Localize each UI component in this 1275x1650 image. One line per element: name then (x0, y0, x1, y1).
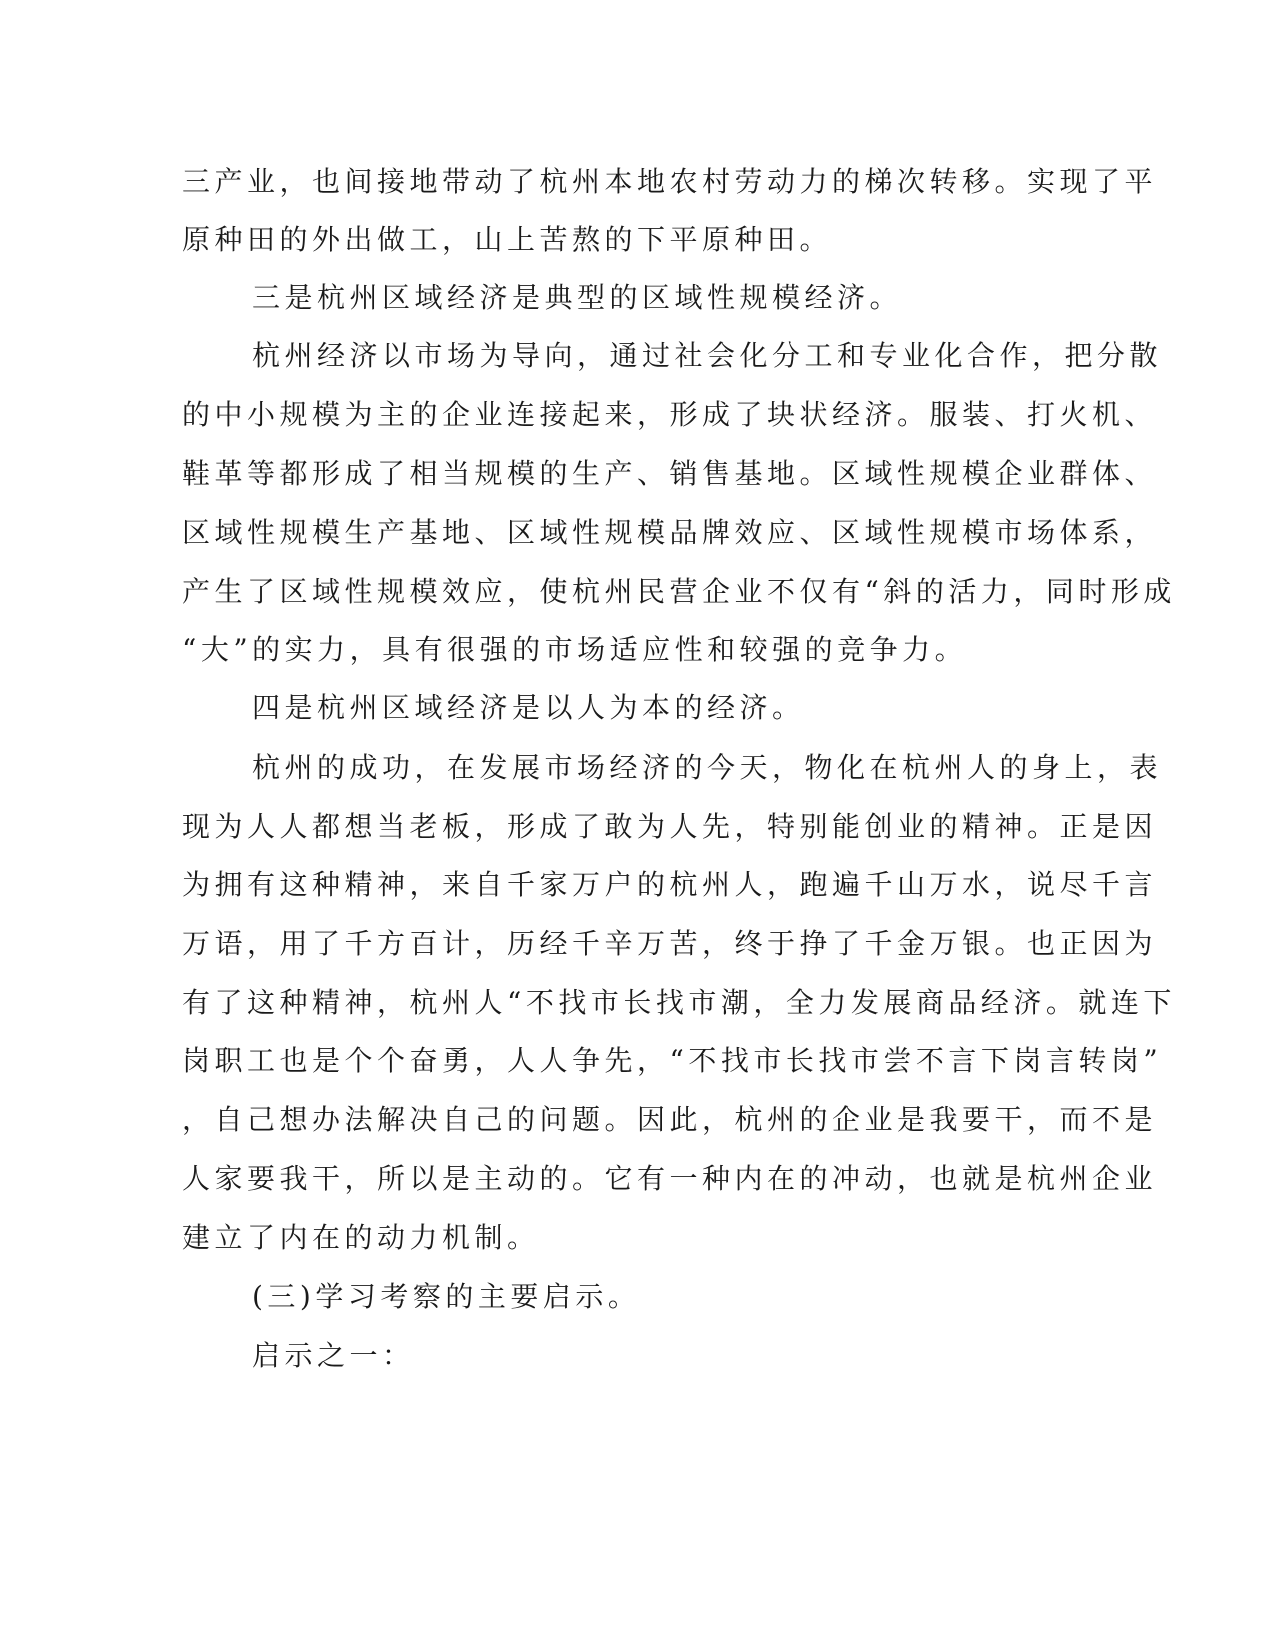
text-line: 三产业，也间接地带动了杭州本地农村劳动力的梯次转移。实现了平 (182, 165, 1158, 198)
section-heading: (三)学习考察的主要启示。 (252, 1280, 641, 1313)
text-line: ，自己想办法解决自己的问题。因此，杭州的企业是我要干，而不是 (182, 1103, 1158, 1136)
text-line: 岗职工也是个个奋勇，人人争先，“不找市长找市尝不言下岗言转岗” (182, 1044, 1163, 1077)
text-line: 区域性规模生产基地、区域性规模品牌效应、区域性规模市场体系， (182, 516, 1158, 549)
text-line: 人家要我干，所以是主动的。它有一种内在的冲动，也就是杭州企业 (182, 1162, 1158, 1195)
text-line: 的中小规模为主的企业连接起来，形成了块状经济。服装、打火机、 (182, 398, 1158, 431)
section-heading: 三是杭州区域经济是典型的区域性规模经济。 (252, 281, 903, 314)
section-heading: 四是杭州区域经济是以人为本的经济。 (252, 691, 805, 724)
text-line: 有了这种精神，杭州人“不找市长找市潮，全力发展商品经济。就连下 (182, 986, 1176, 1019)
text-line: 万语，用了千方百计，历经千辛万苦，终于挣了千金万银。也正因为 (182, 927, 1158, 960)
text-line: 产生了区域性规模效应，使杭州民营企业不仅有“斜的活力，同时形成 (182, 575, 1176, 608)
text-line: 现为人人都想当老板，形成了敢为人先，特别能创业的精神。正是因 (182, 810, 1158, 843)
text-line: 为拥有这种精神，来自千家万户的杭州人，跑遍千山万水，说尽千言 (182, 868, 1158, 901)
text-line: “大”的实力，具有很强的市场适应性和较强的竞争力。 (182, 633, 968, 666)
text-line: 杭州的成功，在发展市场经济的今天，物化在杭州人的身上，表 (252, 751, 1163, 784)
text-line: 鞋革等都形成了相当规模的生产、销售基地。区域性规模企业群体、 (182, 457, 1158, 490)
text-line: 杭州经济以市场为导向，通过社会化分工和专业化合作，把分散 (252, 339, 1163, 372)
text-line: 建立了内在的动力机制。 (182, 1221, 540, 1254)
section-heading: 启示之一： (252, 1339, 415, 1372)
text-line: 原种田的外出做工，山上苦熬的下平原种田。 (182, 223, 833, 256)
